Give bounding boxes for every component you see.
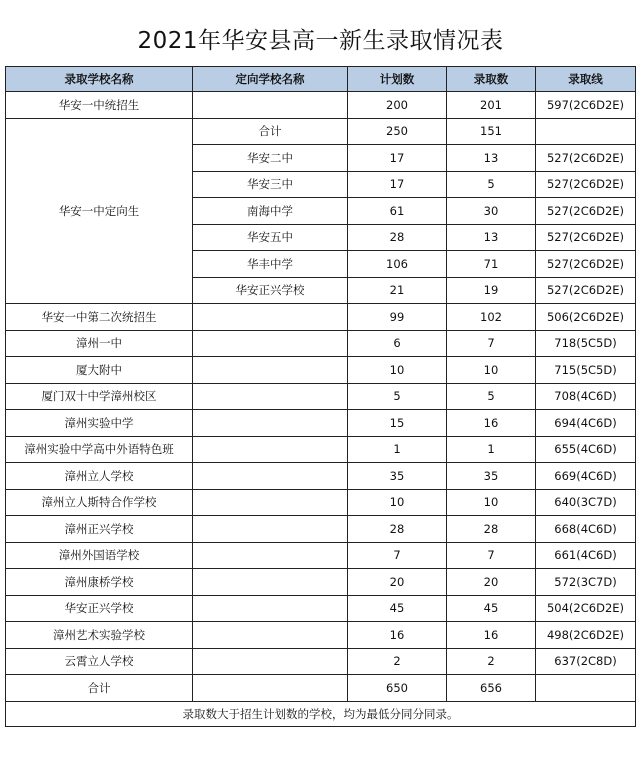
- cell-admitted: 45: [447, 595, 536, 622]
- cell-admit-school: 漳州立人学校: [6, 463, 193, 490]
- table-row: [6, 463, 636, 490]
- cell-plan: 28: [348, 516, 447, 543]
- cell-cutoff: 504(2C6D2E): [536, 595, 636, 622]
- cell-target-school: [193, 304, 348, 331]
- table-row: [6, 516, 636, 543]
- cell-plan: 99: [348, 304, 447, 331]
- cell-admitted: 20: [447, 569, 536, 596]
- cell-plan: 45: [348, 595, 447, 622]
- cell-admitted: 35: [447, 463, 536, 490]
- cell-admit-school: 漳州康桥学校: [6, 569, 193, 596]
- table-row: [6, 330, 636, 357]
- cell-plan: 61: [348, 198, 447, 225]
- cell-admitted: 102: [447, 304, 536, 331]
- cell-target-school: 华安三中: [193, 171, 348, 198]
- cell-admitted: 10: [447, 489, 536, 516]
- cell-cutoff: 527(2C6D2E): [536, 171, 636, 198]
- cell-admitted: 10: [447, 357, 536, 384]
- cell-cutoff: 527(2C6D2E): [536, 145, 636, 172]
- cell-cutoff: 527(2C6D2E): [536, 224, 636, 251]
- cell-target-school: [193, 357, 348, 384]
- cell-plan: 106: [348, 251, 447, 278]
- cell-admit-school: 漳州一中: [6, 330, 193, 357]
- page-title: 2021年华安县高一新生录取情况表: [137, 28, 504, 54]
- table-row: [6, 118, 636, 145]
- cell-cutoff: [536, 118, 636, 145]
- cell-plan: 250: [348, 118, 447, 145]
- cell-plan: 200: [348, 92, 447, 119]
- cell-plan: 1: [348, 436, 447, 463]
- cell-cutoff: 718(5C5D): [536, 330, 636, 357]
- cell-plan: 20: [348, 569, 447, 596]
- cell-target-school: 华安正兴学校: [193, 277, 348, 304]
- table-row: [6, 622, 636, 649]
- cell-target-school: [193, 569, 348, 596]
- cell-admit-school: 厦大附中: [6, 357, 193, 384]
- cell-target-school: [193, 595, 348, 622]
- table-row: [6, 436, 636, 463]
- cell-admitted: 5: [447, 383, 536, 410]
- table-row: [6, 542, 636, 569]
- cell-cutoff: 669(4C6D): [536, 463, 636, 490]
- cell-target-school: [193, 463, 348, 490]
- cell-cutoff: 527(2C6D2E): [536, 251, 636, 278]
- cell-cutoff: [536, 675, 636, 702]
- header-admitted: 录取数: [447, 67, 536, 92]
- cell-admit-school: 厦门双十中学漳州校区: [6, 383, 193, 410]
- cell-cutoff: 527(2C6D2E): [536, 277, 636, 304]
- admission-table: [5, 66, 636, 727]
- header-cutoff: 录取线: [536, 67, 636, 92]
- cell-admit-school: 华安正兴学校: [6, 595, 193, 622]
- table-row: [6, 675, 636, 702]
- cell-plan: 28: [348, 224, 447, 251]
- cell-target-school: [193, 92, 348, 119]
- cell-plan: 15: [348, 410, 447, 437]
- cell-target-school: [193, 436, 348, 463]
- cell-cutoff: 715(5C5D): [536, 357, 636, 384]
- cell-target-school: [193, 330, 348, 357]
- header-plan: 计划数: [348, 67, 447, 92]
- cell-plan: 17: [348, 171, 447, 198]
- cell-admit-school: 漳州外国语学校: [6, 542, 193, 569]
- cell-cutoff: 498(2C6D2E): [536, 622, 636, 649]
- cell-cutoff: 694(4C6D): [536, 410, 636, 437]
- table-note: 录取数大于招生计划数的学校，均为最低分同分同录。: [6, 701, 636, 726]
- header-admit-school: 录取学校名称: [6, 67, 193, 92]
- cell-target-school: [193, 648, 348, 675]
- cell-admitted: 2: [447, 648, 536, 675]
- cell-admitted: 151: [447, 118, 536, 145]
- table-row: [6, 304, 636, 331]
- cell-cutoff: 661(4C6D): [536, 542, 636, 569]
- cell-admit-school: 华安一中统招生: [6, 92, 193, 119]
- cell-admit-school: 漳州立人斯特合作学校: [6, 489, 193, 516]
- table-row: [6, 595, 636, 622]
- table-row: [6, 357, 636, 384]
- cell-plan: 5: [348, 383, 447, 410]
- cell-admitted: 30: [447, 198, 536, 225]
- cell-cutoff: 527(2C6D2E): [536, 198, 636, 225]
- table-row: [6, 383, 636, 410]
- header-target-school: 定向学校名称: [193, 67, 348, 92]
- cell-target-school: [193, 542, 348, 569]
- cell-cutoff: 506(2C6D2E): [536, 304, 636, 331]
- cell-cutoff: 668(4C6D): [536, 516, 636, 543]
- cell-admitted: 16: [447, 622, 536, 649]
- cell-plan: 21: [348, 277, 447, 304]
- cell-admitted: 28: [447, 516, 536, 543]
- cell-target-school: [193, 516, 348, 543]
- cell-target-school: [193, 383, 348, 410]
- cell-admit-school: 漳州实验中学高中外语特色班: [6, 436, 193, 463]
- cell-plan: 2: [348, 648, 447, 675]
- cell-target-school: 华安五中: [193, 224, 348, 251]
- table-row: [6, 569, 636, 596]
- cell-cutoff: 597(2C6D2E): [536, 92, 636, 119]
- cell-cutoff: 708(4C6D): [536, 383, 636, 410]
- cell-target-school: 华安二中: [193, 145, 348, 172]
- cell-plan: 6: [348, 330, 447, 357]
- cell-admitted: 201: [447, 92, 536, 119]
- cell-admitted: 656: [447, 675, 536, 702]
- cell-plan: 10: [348, 357, 447, 384]
- table-row: [6, 648, 636, 675]
- cell-plan: 10: [348, 489, 447, 516]
- table-row: [6, 489, 636, 516]
- cell-target-school: 华丰中学: [193, 251, 348, 278]
- cell-admitted: 5: [447, 171, 536, 198]
- cell-admitted: 13: [447, 145, 536, 172]
- cell-cutoff: 655(4C6D): [536, 436, 636, 463]
- table-note-row: [6, 701, 636, 726]
- cell-admitted: 71: [447, 251, 536, 278]
- cell-cutoff: 572(3C7D): [536, 569, 636, 596]
- cell-admitted: 16: [447, 410, 536, 437]
- cell-admitted: 7: [447, 542, 536, 569]
- cell-admit-school: 华安一中第二次统招生: [6, 304, 193, 331]
- cell-admitted: 19: [447, 277, 536, 304]
- cell-target-school: [193, 489, 348, 516]
- cell-admitted: 13: [447, 224, 536, 251]
- cell-plan: 650: [348, 675, 447, 702]
- table-row: [6, 410, 636, 437]
- cell-target-school: [193, 410, 348, 437]
- cell-admit-school: 漳州艺术实验学校: [6, 622, 193, 649]
- cell-admit-school: 华安一中定向生: [6, 118, 193, 304]
- cell-target-school: 合计: [193, 118, 348, 145]
- cell-plan: 16: [348, 622, 447, 649]
- table-header-row: [6, 67, 636, 92]
- cell-admit-school: 漳州正兴学校: [6, 516, 193, 543]
- cell-admitted: 7: [447, 330, 536, 357]
- cell-target-school: [193, 622, 348, 649]
- cell-plan: 17: [348, 145, 447, 172]
- cell-admit-school: 合计: [6, 675, 193, 702]
- cell-plan: 35: [348, 463, 447, 490]
- cell-plan: 7: [348, 542, 447, 569]
- cell-target-school: 南海中学: [193, 198, 348, 225]
- cell-admitted: 1: [447, 436, 536, 463]
- table-row: [6, 92, 636, 119]
- cell-admit-school: 云霄立人学校: [6, 648, 193, 675]
- cell-cutoff: 637(2C8D): [536, 648, 636, 675]
- cell-admit-school: 漳州实验中学: [6, 410, 193, 437]
- cell-target-school: [193, 675, 348, 702]
- cell-cutoff: 640(3C7D): [536, 489, 636, 516]
